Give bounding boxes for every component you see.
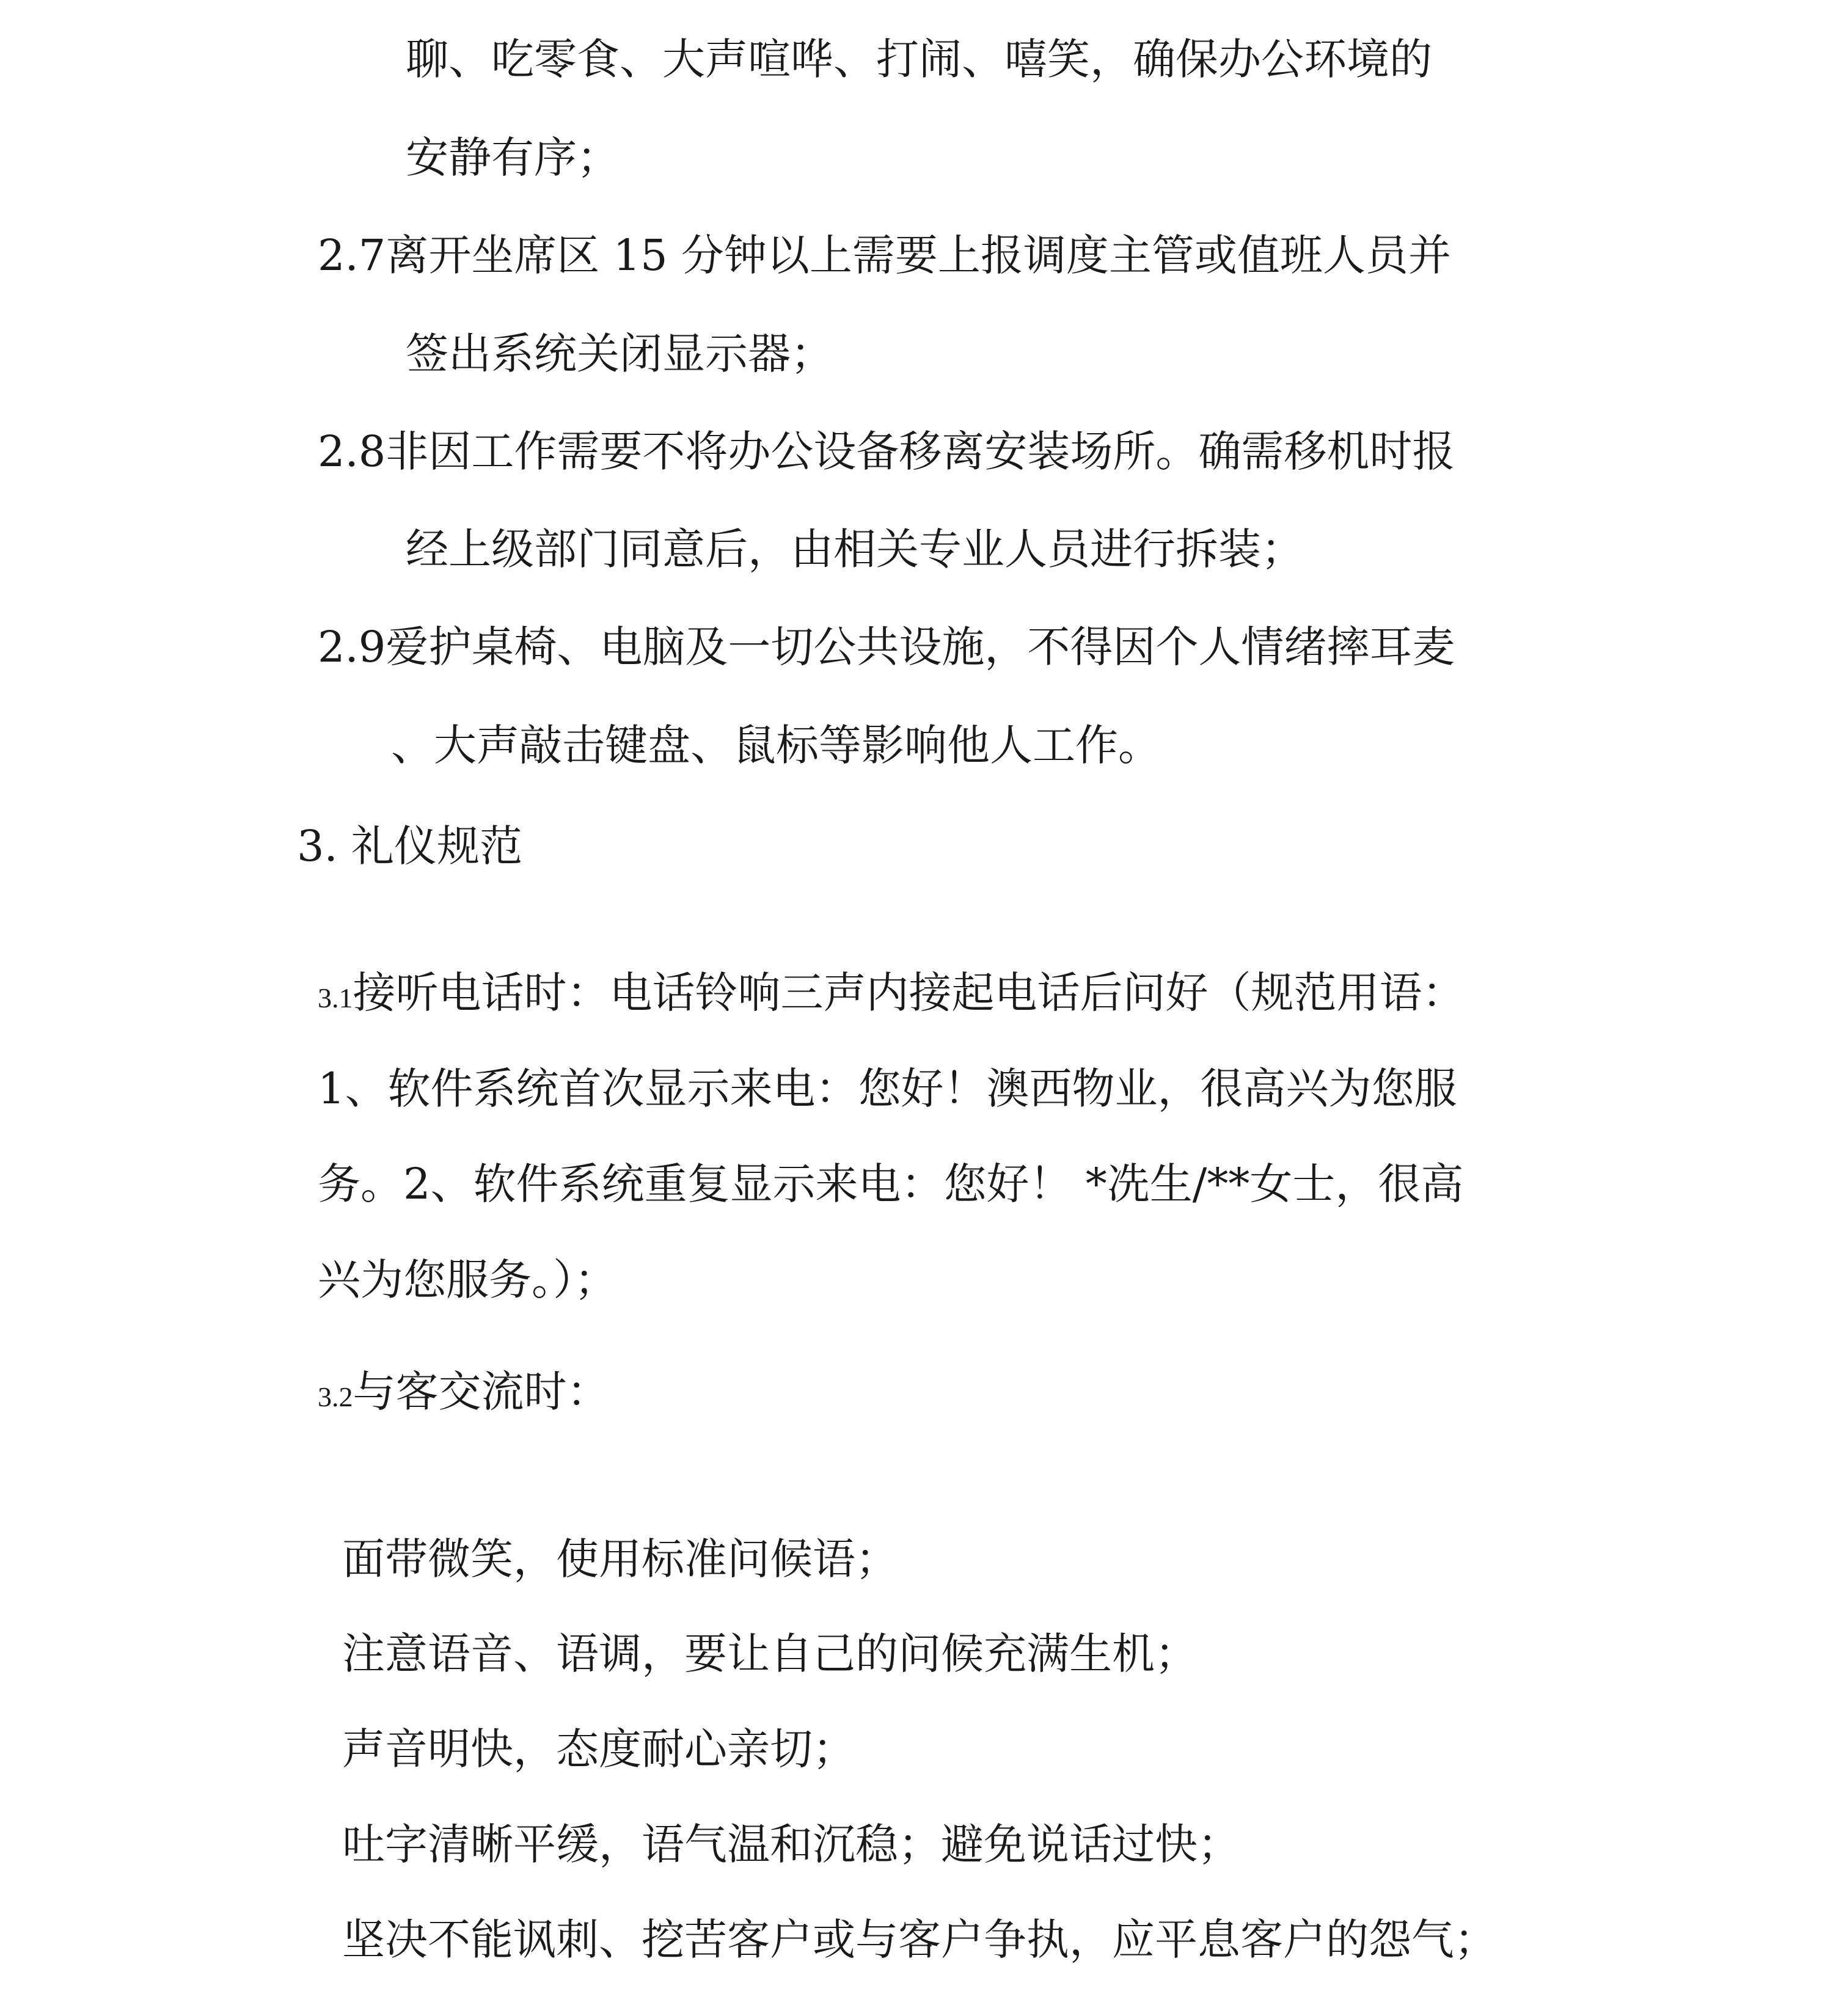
item-2-7-number: 2.7 (318, 230, 386, 280)
section-3-2-line (318, 1364, 610, 1425)
item-2-8-text: 非因工作需要不将办公设备移离安装场所。确需移机时报 (386, 426, 1455, 477)
item-2-9-line-2: 、大声敲击键盘、鼠标等影响他人工作。 (391, 720, 1161, 770)
etiquette-item-5: 坚决不能讽刺、挖苦客户或与客户争执，应平息客户的怨气； (342, 1915, 1497, 1965)
section-3-1-text: 接听电话时：电话铃响三声内接起电话后问好（规范用语： (353, 968, 1465, 1018)
item-2-7-text: 离开坐席区 15 分钟以上需要上报调度主管或值班人员并 (386, 230, 1451, 280)
etiquette-item-1: 面带微笑，使用标准问候语； (342, 1534, 898, 1584)
item-2-7-line-1 (318, 228, 1451, 283)
section-3-2-text: 与客交流时： (353, 1367, 610, 1417)
item-2-6-continuation-1: 聊、吃零食、大声喧哗、打闹、嘻笑，确保办公环境的 (406, 34, 1432, 84)
item-2-8-line-1 (318, 424, 1455, 479)
item-2-8-line-2: 经上级部门同意后，由相关专业人员进行拆装； (406, 524, 1304, 574)
etiquette-item-3: 声音明快，态度耐心亲切； (342, 1724, 855, 1774)
etiquette-item-2: 注意语音、语调，要让自己的问候充满生机； (342, 1629, 1198, 1679)
item-2-9-line-1 (318, 619, 1455, 674)
section-3-heading: 3. 礼仪规范 (297, 821, 523, 871)
item-2-6-continuation-2: 安静有序； (406, 133, 620, 183)
section-3-1-line-3: 务。2、软件系统重复显示来电：您好！ *冼生/**女士，很高 (318, 1159, 1464, 1209)
section-3-1-line-4: 兴为您服务。）； (318, 1255, 617, 1305)
item-2-9-number: 2.9 (318, 622, 386, 672)
section-3-1-number: 3.1 (318, 982, 353, 1013)
section-3-1-line-1 (318, 965, 1465, 1026)
item-2-9-text: 爱护桌椅、电脑及一切公共设施，不得因个人情绪摔耳麦 (386, 622, 1455, 672)
item-2-7-line-2: 签出系统关闭显示器； (406, 329, 833, 379)
etiquette-item-4: 吐字清晰平缓，语气温和沉稳；避免说话过快； (342, 1819, 1240, 1869)
section-3-2-number: 3.2 (318, 1381, 353, 1412)
section-3-1-line-2: 1、软件系统首次显示来电：您好！澳西物业，很高兴为您服 (318, 1064, 1457, 1114)
item-2-8-number: 2.8 (318, 426, 386, 477)
